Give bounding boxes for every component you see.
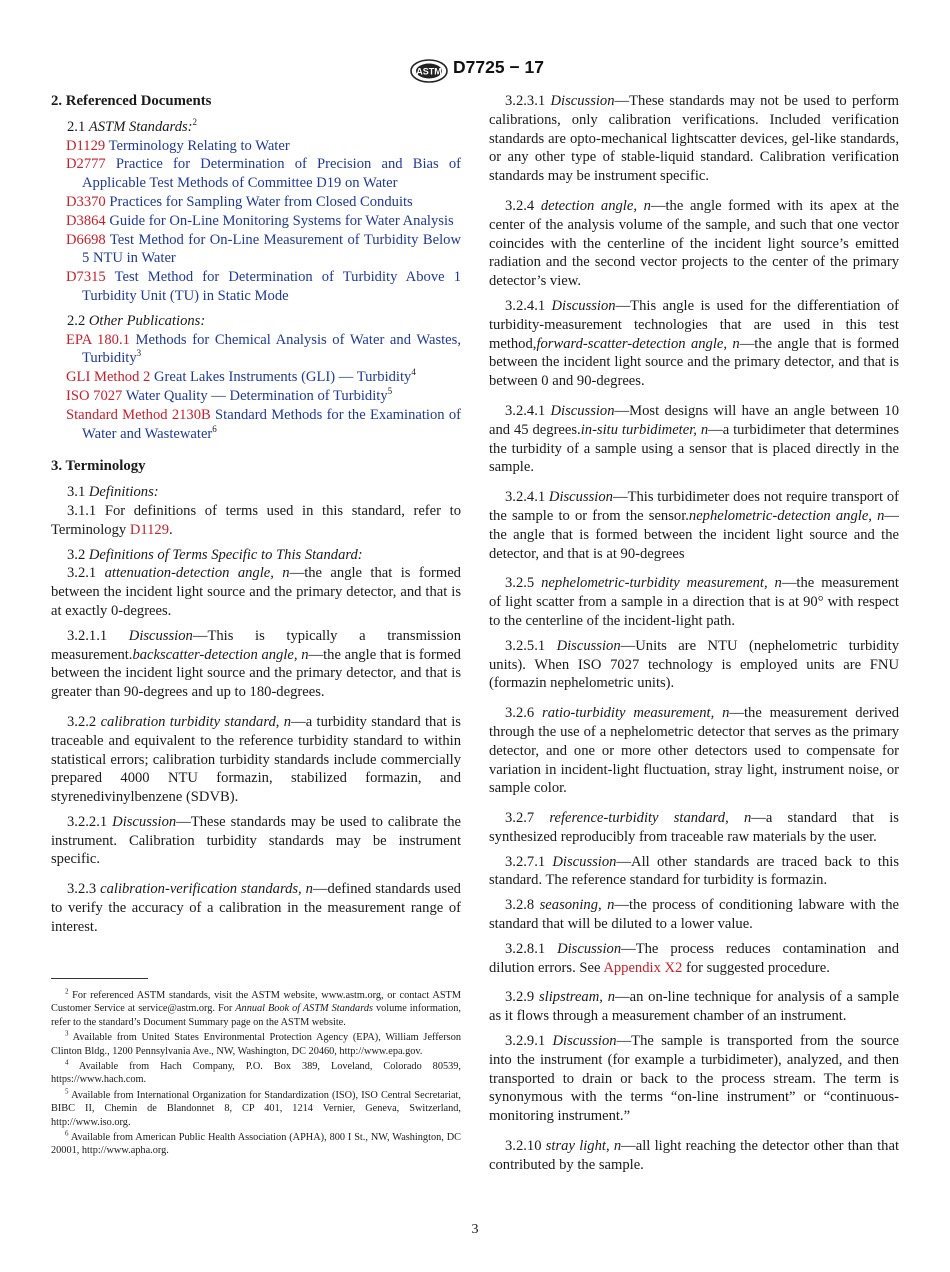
reference-link[interactable]: D7315 (66, 269, 106, 286)
reference-item (51, 231, 461, 269)
page-number: 3 (471, 1222, 479, 1237)
footnote-2: $^2$ For referenced ASTM standards, visit the ASTM website, www.astm.org, or contact ASTM Customer Service at service@astm.org. For Annual Book of ASTM Standards volume information, refer to the standard’s Document Summary page on the ASTM website. (51, 987, 461, 1028)
section-2-title: 2. Referenced Documents (51, 93, 212, 109)
section-3-title: 3. Terminology (51, 458, 146, 475)
paragraph-3-2-4: 3.2.4 detection angle, n—the angle formed with its apex at the center of the analysis volume of the sample, and such that one vector coincides with the centerline of the incident light source’s emitted radiation and the second vector projects to the center of the primary detector’s view. (489, 197, 900, 290)
paragraph-3-2-9-1: 3.2.9.1 Discussion—The sample is transported from the source into the instrument (for example a turbidimeter), analyzed, and then transported to drain or back to the process stream. The term is synonymous with the terms “on-line instrument” or “continuous-monitoring instrument.” (489, 1033, 900, 1125)
reference-title[interactable]: Great Lakes Instruments (GLI) — Turbidity (150, 369, 412, 386)
reference-link[interactable]: D1129 (66, 137, 106, 154)
left-column (51, 92, 461, 937)
paragraph-3-2-6: 3.2.6 ratio-turbidity measurement, n—the measurement derived through the use of a nephelometric detector that serves as the primary detector, and one or more other detectors used to compensate for variation in incident-light fluctuation, stray light, instrument noise, or sample color. (489, 705, 900, 797)
paragraph-3-2-8-1: 3.2.8.1 Discussion—The process reduces contamination and dilution errors. See Appendix X2 for suggested procedure. (489, 940, 899, 976)
paragraph-3-2-2-1: 3.2.2.1 Discussion—These standards may be used to calibrate the instrument. Calibration turbidity standards may be instrument specific. (51, 813, 461, 868)
paragraph-3-2-4-1-b: 3.2.4.1 Discussion—Most designs will have an angle between 10 and 45 degrees.in-situ turbidimeter, n—a turbidimeter that determines the turbidity of a sample using a sensor that is placed directly in the sample. (489, 402, 900, 476)
reference-link[interactable]: Standard Method 2130B (66, 406, 211, 423)
reference-link[interactable]: D3370 (66, 193, 106, 210)
footnotes (51, 978, 461, 1160)
paragraph-3-2-4-1-a: 3.2.4.1 Discussion—This angle is used for the differentiation of turbidity-measurement technologies that are used in this test method,forward-scatter-detection angle, n—the angle that is formed between the incident light source and the primary detector, and that is between 0 and 90-degrees. (489, 297, 899, 390)
reference-item (51, 155, 461, 193)
footnote-divider (51, 978, 148, 979)
page-header (0, 56, 950, 86)
reference-item: GLI Method 2 Great Lakes Instruments (GLI) — Turbidity$^4$ (66, 367, 416, 386)
paragraph-3-1-1: 3.1.1 For definitions of terms used in this standard, refer to Terminology D1129. (51, 502, 461, 538)
reference-title[interactable]: Guide for On-Line Monitoring Systems for Water Analysis (105, 212, 454, 229)
paragraph-3-2-9: 3.2.9 slipstream, n—an on-line technique for analysis of a sample as it flows through a measurement chamber of an instrument. (489, 989, 899, 1025)
svg-text:ASTM: ASTM (416, 66, 442, 77)
astm-standards-heading: 2.1 ASTM Standards:$^2$ (67, 116, 198, 135)
paragraph-3-2-2: 3.2.2 calibration turbidity standard, n—a turbidity standard that is traceable and equivalent to the reference turbidity standard to within statistical errors; calibration turbidity standards include commercially prepared 4000 NTU formazin, stabilized formazin, and styrenedivinylbenzene (SDVB). (51, 713, 461, 806)
paragraph-3-2-3: 3.2.3 calibration-verification standards, n—defined standards used to verify the accuracy of a calibration in the measurement range of interest. (51, 881, 461, 935)
reference-title[interactable]: Test Method for On-Line Measurement of Turbidity Below 5 NTU in Water (82, 231, 461, 267)
reference-title[interactable]: Practice for Determination of Precision and Bias of Applicable Test Methods of Committee D19 on Water (82, 156, 461, 192)
reference-link[interactable]: D6698 (66, 231, 106, 248)
reference-title[interactable]: Terminology Relating to Water (105, 137, 290, 154)
reference-title[interactable]: Methods for Chemical Analysis of Water and Wastes, Turbidity (82, 331, 461, 367)
terminology-link[interactable]: D1129 (129, 521, 170, 538)
reference-item (51, 137, 461, 156)
paragraph-3-2-5: 3.2.5 nephelometric-turbidity measurement, n—the measurement of light scatter from a sample in a direction that is at 90° with respect to the centerline of the incident-light path. (489, 575, 899, 629)
paragraph-3-2-1: 3.2.1 attenuation-detection angle, n—the angle that is formed between the incident light source and the primary detector, and that is at exactly 0-degrees. (51, 565, 461, 619)
footnote-6: $^6$ Available from American Public Health Association (APHA), 800 I St., NW, Washington, DC 20001, http://www.apha.org. (51, 1129, 461, 1157)
reference-title[interactable]: Practices for Sampling Water from Closed Conduits (105, 193, 413, 210)
reference-item: Standard Method 2130B Standard Methods for the Examination of Water and Wastewater$^6$ (66, 406, 461, 442)
paragraph-3-2-1-1: 3.2.1.1 Discussion—This is typically a transmission measurement.backscatter-detection angle, n—the angle that is formed between the incident light source and the primary detector, and that is greater than 90-degrees and up to 180-degrees. (51, 627, 461, 701)
reference-link[interactable]: D2777 (66, 156, 106, 173)
paragraph-3-2-10: 3.2.10 stray light, n—all light reaching the detector other than that contributed by the sample. (489, 1138, 899, 1173)
reference-item (51, 268, 461, 306)
paragraph-3-2-4-1-c: 3.2.4.1 Discussion—This turbidimeter does not require transport of the sample to or from the sensor.nephelometric-detection angle, n—the angle that is formed between the incident light source and the detector, and that is at 90-degrees (489, 489, 899, 562)
reference-title[interactable]: Standard Methods for the Examination of Water and Wastewater (82, 406, 461, 442)
reference-title[interactable]: Test Method for Determination of Turbidity Above 1 Turbidity Unit (TU) in Static Mode (82, 269, 461, 304)
paragraph-3-2-7: 3.2.7 reference-turbidity standard, n—a standard that is synthesized reproducibly from traceable raw materials by the user. (489, 810, 899, 845)
reference-link[interactable]: EPA 180.1 (66, 331, 130, 348)
footnote-5: $^5$ Available from International Organization for Standardization (ISO), ISO Central Secretariat, BIBC II, Chemin de Blandonnet 8, CP 401, 1214 Vernier, Geneva, Switzerland, http://www.iso.org. (51, 1087, 461, 1128)
footnote-3: $^3$ Available from United States Environmental Protection Agency (EPA), William Jefferson Clinton Bldg., 1200 Pennsylvania Ave., NW, Washington, DC 20460, http://www.epa.gov. (51, 1029, 461, 1057)
reference-title[interactable]: Water Quality — Determination of Turbidity (122, 387, 388, 404)
other-publications-heading: 2.2 Other Publications: (67, 312, 206, 329)
standard-designation: D7725 − 17 (453, 57, 544, 77)
appendix-link[interactable]: Appendix X2 (603, 959, 683, 976)
footnote-4: $^4$ Available from Hach Company, P.O. Box 389, Loveland, Colorado 80539, https://www.hach.com. (51, 1058, 461, 1086)
paragraph-3-2-8: 3.2.8 seasoning, n—the process of conditioning labware with the standard that will be diluted to a lower value. (489, 897, 900, 933)
reference-item (51, 193, 461, 212)
paragraph-3-2-3-1: 3.2.3.1 Discussion—These standards may not be used to perform calibrations, only calibration verifications. Included verification standards are opto-mechanical lightscatter devices, gel-like standards, or any other type of stable-liquid standard. Calibration verification standards may be instrument specific. (489, 93, 900, 185)
reference-item: EPA 180.1 Methods for Chemical Analysis of Water and Wastes, Turbidity$^3$ (66, 331, 461, 367)
terms-heading: 3.2 Definitions of Terms Specific to This Standard: (67, 546, 363, 563)
right-column (489, 92, 899, 1175)
reference-link[interactable]: D3864 (66, 212, 106, 229)
astm-logo-icon (409, 58, 449, 84)
reference-link[interactable]: GLI Method 2 (66, 369, 151, 386)
definitions-heading: 3.1 Definitions: (67, 484, 159, 501)
reference-item: ISO 7027 Water Quality — Determination of Turbidity$^5$ (66, 386, 393, 404)
paragraph-3-2-7-1: 3.2.7.1 Discussion—All other standards are traced back to this standard. The reference standard for turbidity is formazin. (489, 853, 899, 889)
reference-item (51, 212, 461, 231)
paragraph-3-2-5-1: 3.2.5.1 Discussion—Units are NTU (nephelometric turbidity units). When ISO 7027 technology is employed units are FNU (formazin nephelometric units). (489, 637, 900, 692)
reference-link[interactable]: ISO 7027 (66, 387, 123, 404)
